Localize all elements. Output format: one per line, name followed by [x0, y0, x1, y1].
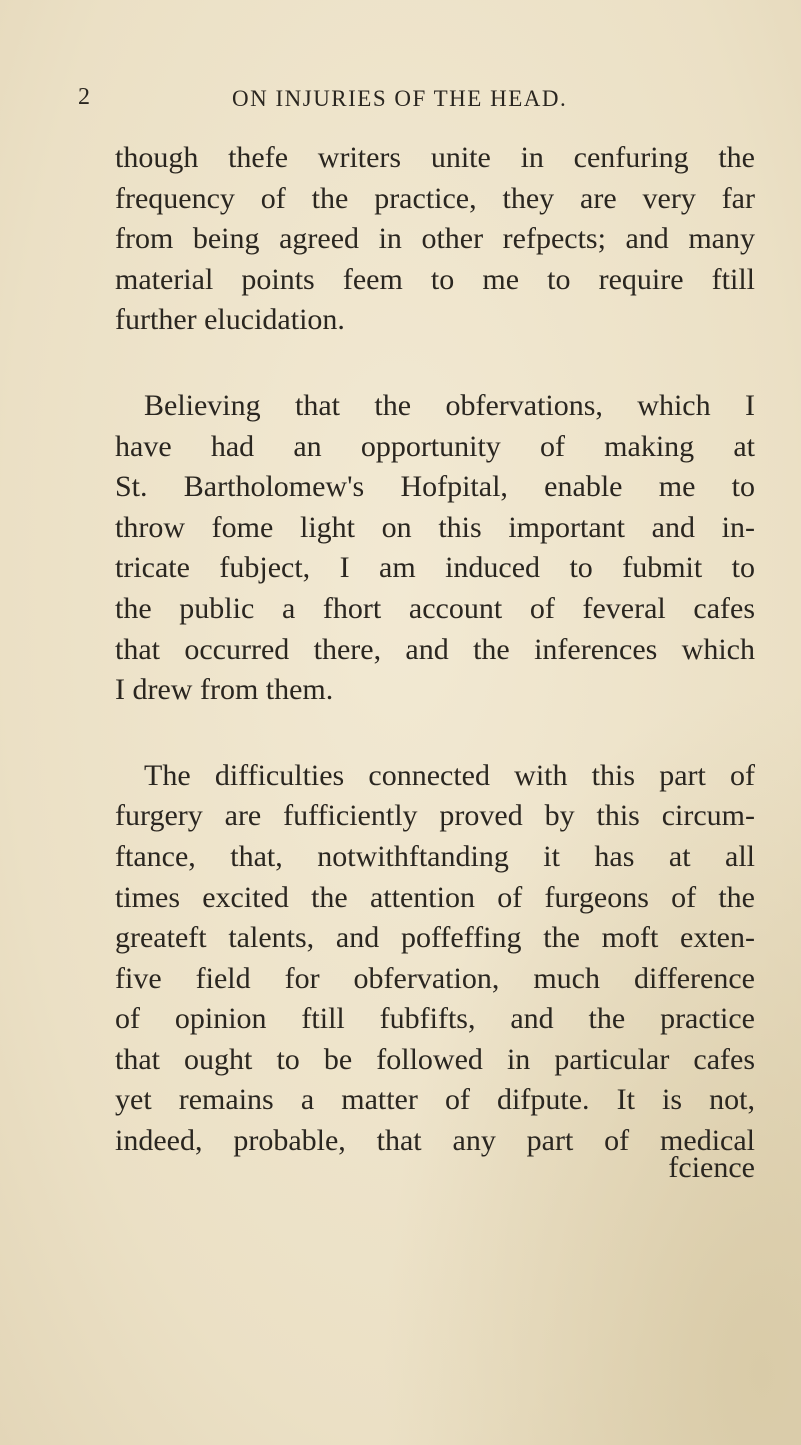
text-line: Believing that the obfervations, which I: [144, 388, 755, 422]
text-line: times excited the attention of furgeons of the: [115, 880, 755, 914]
text-line: material points feem to me to require ftill: [115, 262, 755, 296]
catchword-line: [115, 1148, 755, 1188]
text-line: throw fome light on this important and in-: [115, 510, 755, 544]
text-line: I drew from them.: [115, 673, 334, 707]
text-line: have had an opportunity of making at: [115, 429, 755, 463]
text-line: five field for obfervation, much difference: [115, 961, 755, 995]
text-line: ftance, that, notwithftanding it has at all: [115, 839, 755, 873]
paragraph-3: [115, 756, 755, 1162]
body-text: [115, 138, 755, 1207]
text-line: tricate fubject, I am induced to fubmit to: [115, 551, 755, 585]
text-line: St. Bartholomew's Hofpital, enable me to: [115, 470, 755, 504]
text-line: that occurred there, and the inferences which: [115, 632, 755, 666]
text-line: greateft talents, and poffeffing the moft exten-: [115, 921, 755, 955]
paragraph-1: [115, 138, 755, 341]
page-number: 2: [78, 84, 91, 110]
text-line: yet remains a matter of difpute. It is not,: [115, 1083, 755, 1117]
text-line: the public a fhort account of feveral cafes: [115, 591, 755, 625]
paragraph-2: [115, 386, 755, 711]
text-line: from being agreed in other refpects; and many: [115, 222, 755, 256]
text-line: The difficulties connected with this part of: [144, 758, 755, 792]
running-title: ON INJURIES OF THE HEAD.: [232, 86, 568, 111]
text-line: further elucidation.: [115, 303, 345, 337]
text-line: furgery are fufficiently proved by this circum-: [115, 799, 755, 833]
text-line: indeed, probable, that any part of medical: [115, 1124, 755, 1158]
text-line: though thefe writers unite in cenfuring the: [115, 141, 755, 174]
running-head: [78, 84, 758, 124]
catchword: fcience: [668, 1151, 755, 1184]
text-line: of opinion ftill fubfifts, and the practice: [115, 1002, 755, 1036]
text-line: frequency of the practice, they are very far: [115, 181, 755, 215]
text-line: that ought to be followed in particular cafes: [115, 1042, 755, 1076]
